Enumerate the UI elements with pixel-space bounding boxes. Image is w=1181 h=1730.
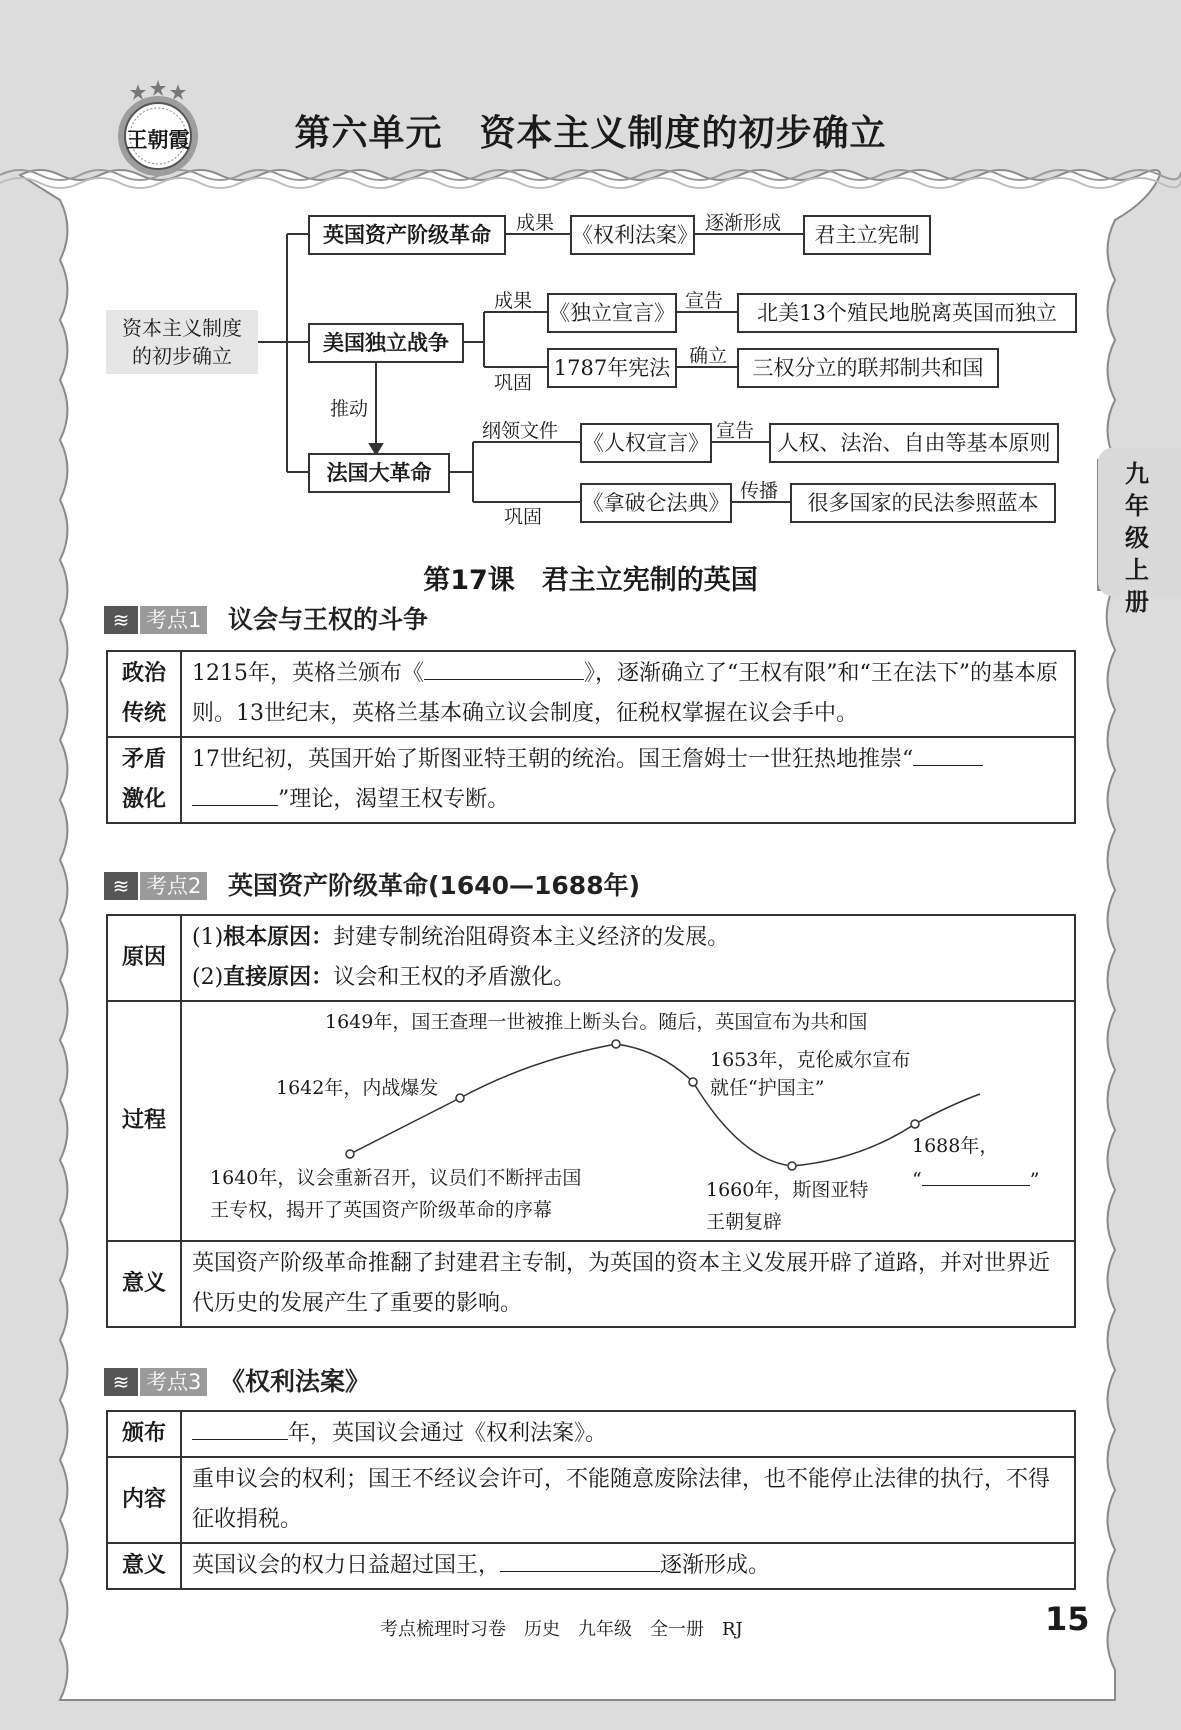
waves-icon: ≋ [104, 872, 138, 900]
mindmap-connectors [0, 0, 1181, 560]
row-header: 原因 [107, 915, 181, 1001]
timeline-1653-a: 1653年，克伦威尔宣布 [710, 1049, 911, 1071]
text-segment: 议会和王权的矛盾激化。 [333, 965, 576, 990]
box-rights-of-man: 《人权宣言》 [580, 423, 712, 463]
box-declaration-independence: 《独立宣言》 [547, 293, 677, 333]
row-header: 内容 [107, 1457, 181, 1543]
branch-france: 法国大革命 [308, 453, 450, 493]
box-constitutional-monarchy: 君主立宪制 [803, 215, 931, 255]
branch-england: 英国资产阶级革命 [308, 215, 506, 255]
kp2-title: 英国资产阶级革命(1640—1688年) [228, 871, 641, 900]
timeline-1660-a: 1660年，斯图亚特 [706, 1179, 869, 1201]
kp2-table [106, 914, 1076, 1328]
text-segment: 根本原因： [223, 925, 334, 950]
label-declare-1: 宣告 [685, 290, 724, 312]
box-federal-republic: 三权分立的联邦制共和国 [737, 348, 999, 388]
row-content: 英国资产阶级革命推翻了封建君主专制，为英国的资本主义发展开辟了道路，并对世界近代历史的发展产生了重要的影响。 [181, 1241, 1075, 1327]
kp2-header [104, 870, 804, 902]
cause-line [192, 918, 1066, 958]
timeline-1640-b: 王专权，揭开了英国资产阶级革命的序幕 [210, 1199, 553, 1221]
fill-blank[interactable] [192, 781, 278, 806]
text-segment: 英国议会的权力日益超过国王， [192, 1553, 501, 1578]
unit-title: 第六单元 资本主义制度的初步确立 [294, 113, 887, 154]
table-row [107, 737, 1075, 823]
text-segment: 17世纪初，英国开始了斯图亚特王朝的统治。国王詹姆士一世狂热地推崇“ [192, 747, 914, 772]
row-header-line: 激化 [121, 787, 166, 812]
text-segment: ”理论，渴望王权专断。 [278, 787, 510, 812]
label-result-1: 成果 [516, 212, 555, 234]
table-row [107, 1457, 1075, 1543]
row-content [181, 651, 1075, 737]
text-segment: 逐渐形成。 [660, 1553, 771, 1578]
lesson-title: 第17课 君主立宪制的英国 [423, 565, 758, 596]
box-civil-law: 很多国家的民法参照蓝本 [790, 483, 1056, 523]
side-tab-label: 九年级上册 [1125, 460, 1149, 616]
timeline-1649: 1649年，国王查理一世被推上断头台。随后，英国宣布为共和国 [325, 1011, 868, 1033]
label-consolidate-2: 巩固 [504, 506, 543, 528]
text-segment: 直接原因： [223, 965, 334, 990]
box-principles: 人权、法治、自由等基本原则 [769, 423, 1059, 463]
table-row [107, 915, 1075, 1001]
kp1-title: 议会与王权的斗争 [228, 605, 429, 634]
timeline-1642: 1642年，内战爆发 [276, 1077, 439, 1099]
row-content: 重申议会的权利；国王不经议会许可，不能随意废除法律，也不能停止法律的执行，不得征收捐税。 [181, 1457, 1075, 1543]
label-establish: 确立 [689, 345, 728, 367]
row-header-line: 政治 [121, 661, 166, 686]
table-row [107, 1241, 1075, 1327]
label-result-2: 成果 [494, 290, 533, 312]
fill-blank[interactable] [913, 741, 983, 766]
row-header [107, 651, 181, 737]
box-bill-of-rights: 《权利法案》 [570, 215, 695, 255]
kp3-table [106, 1410, 1076, 1590]
table-row [107, 1411, 1075, 1457]
cause-line [192, 958, 1066, 998]
label-consolidate-1: 巩固 [494, 372, 533, 394]
label-spread: 传播 [740, 480, 779, 502]
label-declare-2: 宣告 [716, 420, 755, 442]
row-header: 颁布 [107, 1411, 181, 1457]
text-segment: ” [1029, 1169, 1040, 1191]
fill-blank[interactable] [922, 1167, 1030, 1186]
kp1-header [104, 604, 604, 636]
fill-blank[interactable] [500, 1547, 660, 1572]
kp3-tag: 考点3 [140, 1368, 207, 1396]
root-line-1: 资本主义制度 [122, 316, 242, 340]
kp3-header [104, 1366, 604, 1398]
row-header [107, 737, 181, 823]
kp1-table [106, 650, 1076, 824]
kp3-title: 《权利法案》 [220, 1367, 371, 1396]
table-row [107, 651, 1075, 737]
text-segment: (1) [192, 925, 224, 950]
box-constitution-1787: 1787年宪法 [547, 348, 677, 388]
text-segment: 》，逐渐确立了“王权有限”和“王在法下”的基本原则。13世纪末，英格兰基本确立议会制度，征税权掌握在议会手中。 [192, 661, 1058, 726]
waves-icon: ≋ [104, 606, 138, 634]
row-header: 过程 [107, 1001, 181, 1241]
kp2-tag: 考点2 [140, 872, 207, 900]
text-segment: 1215年，英格兰颁布《 [192, 661, 424, 686]
branch-america: 美国独立战争 [308, 323, 464, 363]
label-push: 推动 [330, 398, 369, 420]
logo-text: 王朝霞 [126, 127, 190, 152]
timeline-1653-b: 就任“护国主” [710, 1077, 825, 1099]
text-segment: 年，英国议会通过《权利法案》。 [288, 1421, 608, 1446]
text-segment: “ [912, 1169, 922, 1191]
timeline-1688-a: 1688年， [912, 1135, 999, 1157]
row-content [181, 915, 1075, 1001]
row-content [181, 1411, 1075, 1457]
mindmap-root [106, 310, 258, 374]
box-na-independence: 北美13个殖民地脱离英国而独立 [737, 293, 1077, 333]
row-header-line: 传统 [121, 701, 166, 726]
row-content [181, 737, 1075, 823]
label-program: 纲领文件 [482, 420, 559, 442]
row-header: 意义 [107, 1543, 181, 1589]
root-line-2: 的初步确立 [132, 344, 232, 368]
timeline-1660-b: 王朝复辟 [706, 1211, 783, 1233]
timeline-1688-b [912, 1164, 1039, 1197]
fill-blank[interactable] [192, 1415, 288, 1440]
waves-icon: ≋ [104, 1368, 138, 1396]
label-gradual: 逐渐形成 [705, 212, 782, 234]
text-segment: (2) [192, 965, 224, 990]
row-header-line: 矛盾 [121, 747, 166, 772]
row-header: 意义 [107, 1241, 181, 1327]
table-row [107, 1543, 1075, 1589]
box-napoleonic-code: 《拿破仑法典》 [580, 483, 732, 523]
timeline-1640-a: 1640年，议会重新召开，议员们不断抨击国 [210, 1167, 582, 1189]
footer-text: 考点梳理时习卷 历史 九年级 全一册 RJ [380, 1619, 743, 1640]
row-content [181, 1543, 1075, 1589]
fill-blank[interactable] [424, 655, 584, 680]
kp1-tag: 考点1 [140, 606, 207, 634]
text-segment: 封建专制统治阻碍资本主义经济的发展。 [333, 925, 730, 950]
page-number: 15 [1045, 1600, 1090, 1638]
